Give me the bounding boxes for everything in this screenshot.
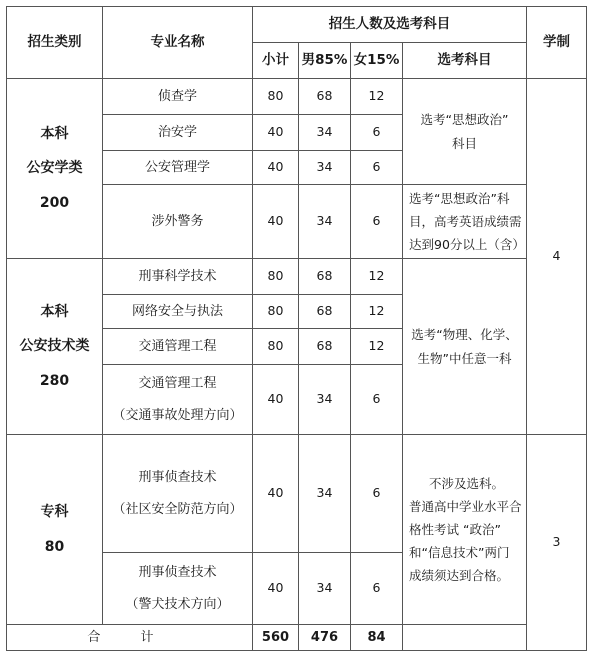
major-name xyxy=(103,151,253,185)
major-line: 刑事科学技术 xyxy=(138,268,217,284)
major-name xyxy=(103,329,253,365)
subtotal-cell: 40 xyxy=(253,435,299,553)
header-major: 专业名称 xyxy=(103,7,253,79)
subtotal-cell: 80 xyxy=(253,295,299,329)
major-line: 治安学 xyxy=(157,124,197,140)
header-category: 招生类别 xyxy=(7,7,103,79)
category-line: 公安学类 xyxy=(26,160,83,177)
category-line: 专科 xyxy=(40,504,69,521)
category-line: 200 xyxy=(39,194,70,211)
female-cell: 12 xyxy=(351,295,403,329)
subject-line: 不涉及选科。 xyxy=(428,475,504,491)
category-cell xyxy=(7,435,103,625)
total-row xyxy=(7,625,587,651)
major-name xyxy=(103,259,253,295)
subject-line: 选考“思想政治”科 xyxy=(409,190,510,206)
major-name xyxy=(103,185,253,259)
major-line: （交通事故处理方向） xyxy=(112,407,243,423)
major-line: 交通管理工程 xyxy=(138,376,217,392)
major-line: （警犬技术方向） xyxy=(125,596,230,612)
enrollment-table xyxy=(6,6,587,651)
total-subject-empty xyxy=(403,625,527,651)
male-cell: 34 xyxy=(299,435,351,553)
subtotal-cell: 80 xyxy=(253,79,299,115)
total-label: 合 计 xyxy=(7,625,253,651)
subject-line: 普通高中学业水平合 xyxy=(409,498,522,514)
header-duration: 学制 xyxy=(527,7,587,79)
female-cell: 6 xyxy=(351,151,403,185)
major-name xyxy=(103,295,253,329)
duration-cell: 4 xyxy=(527,79,587,435)
female-cell: 6 xyxy=(351,435,403,553)
major-line: 侦查学 xyxy=(157,88,197,104)
subtotal-cell: 80 xyxy=(253,329,299,365)
male-cell: 68 xyxy=(299,79,351,115)
female-cell: 12 xyxy=(351,329,403,365)
major-name xyxy=(103,365,253,435)
male-cell: 68 xyxy=(299,259,351,295)
male-cell: 34 xyxy=(299,553,351,625)
female-cell: 12 xyxy=(351,79,403,115)
subtotal-cell: 80 xyxy=(253,259,299,295)
category-cell xyxy=(7,79,103,259)
table-row xyxy=(7,79,587,115)
major-line: 网络安全与执法 xyxy=(131,303,223,319)
female-cell: 6 xyxy=(351,553,403,625)
male-cell: 68 xyxy=(299,329,351,365)
subtotal-cell: 40 xyxy=(253,151,299,185)
major-name xyxy=(103,553,253,625)
female-cell: 12 xyxy=(351,259,403,295)
major-line: 涉外警务 xyxy=(151,213,204,229)
male-cell: 68 xyxy=(299,295,351,329)
major-name xyxy=(103,79,253,115)
header-subjects: 选考科目 xyxy=(403,43,527,79)
major-name xyxy=(103,115,253,151)
major-line: 交通管理工程 xyxy=(138,338,217,354)
header-male: 男85% xyxy=(299,43,351,79)
subject-line: 选考“物理、化学、 xyxy=(411,327,518,343)
subject-line: 和“信息技术”两门 xyxy=(409,545,510,561)
major-name xyxy=(103,435,253,553)
header-quota-group: 招生人数及选考科目 xyxy=(253,7,527,43)
female-cell: 6 xyxy=(351,115,403,151)
male-cell: 34 xyxy=(299,151,351,185)
header-female: 女15% xyxy=(351,43,403,79)
total-male: 476 xyxy=(299,625,351,651)
subtotal-cell: 40 xyxy=(253,365,299,435)
subtotal-cell: 40 xyxy=(253,553,299,625)
male-cell: 34 xyxy=(299,115,351,151)
subject-note xyxy=(403,435,527,625)
subject-line: 格性考试 “政治” xyxy=(409,521,501,537)
subject-line: 选考“思想政治” xyxy=(420,112,509,128)
female-cell: 6 xyxy=(351,365,403,435)
major-line: 刑事侦查技术 xyxy=(138,565,217,581)
table-row xyxy=(7,435,587,553)
category-cell xyxy=(7,259,103,435)
subject-line: 达到90分以上（含） xyxy=(409,237,525,253)
male-cell: 34 xyxy=(299,365,351,435)
major-line: 公安管理学 xyxy=(144,159,210,175)
subject-note xyxy=(403,79,527,185)
category-line: 公安技术类 xyxy=(19,338,90,355)
subject-note xyxy=(403,185,527,259)
category-line: 本科 xyxy=(40,304,69,321)
category-line: 本科 xyxy=(40,126,69,143)
total-subtotal: 560 xyxy=(253,625,299,651)
subject-line: 目，高考英语成绩需 xyxy=(409,213,522,229)
male-cell: 34 xyxy=(299,185,351,259)
category-line: 280 xyxy=(39,372,70,389)
subject-note xyxy=(403,259,527,435)
major-line: 刑事侦查技术 xyxy=(138,470,217,486)
category-line: 80 xyxy=(44,538,65,555)
header-subtotal: 小计 xyxy=(253,43,299,79)
duration-cell: 3 xyxy=(527,435,587,651)
subject-line: 科目 xyxy=(451,135,477,151)
subtotal-cell: 40 xyxy=(253,185,299,259)
table-row xyxy=(7,259,587,295)
total-female: 84 xyxy=(351,625,403,651)
subject-line: 生物”中任意一科 xyxy=(417,350,512,366)
header-row-1 xyxy=(7,7,587,43)
major-line: （社区安全防范方向） xyxy=(112,501,243,517)
subject-line: 成绩须达到合格。 xyxy=(409,568,510,584)
female-cell: 6 xyxy=(351,185,403,259)
subtotal-cell: 40 xyxy=(253,115,299,151)
